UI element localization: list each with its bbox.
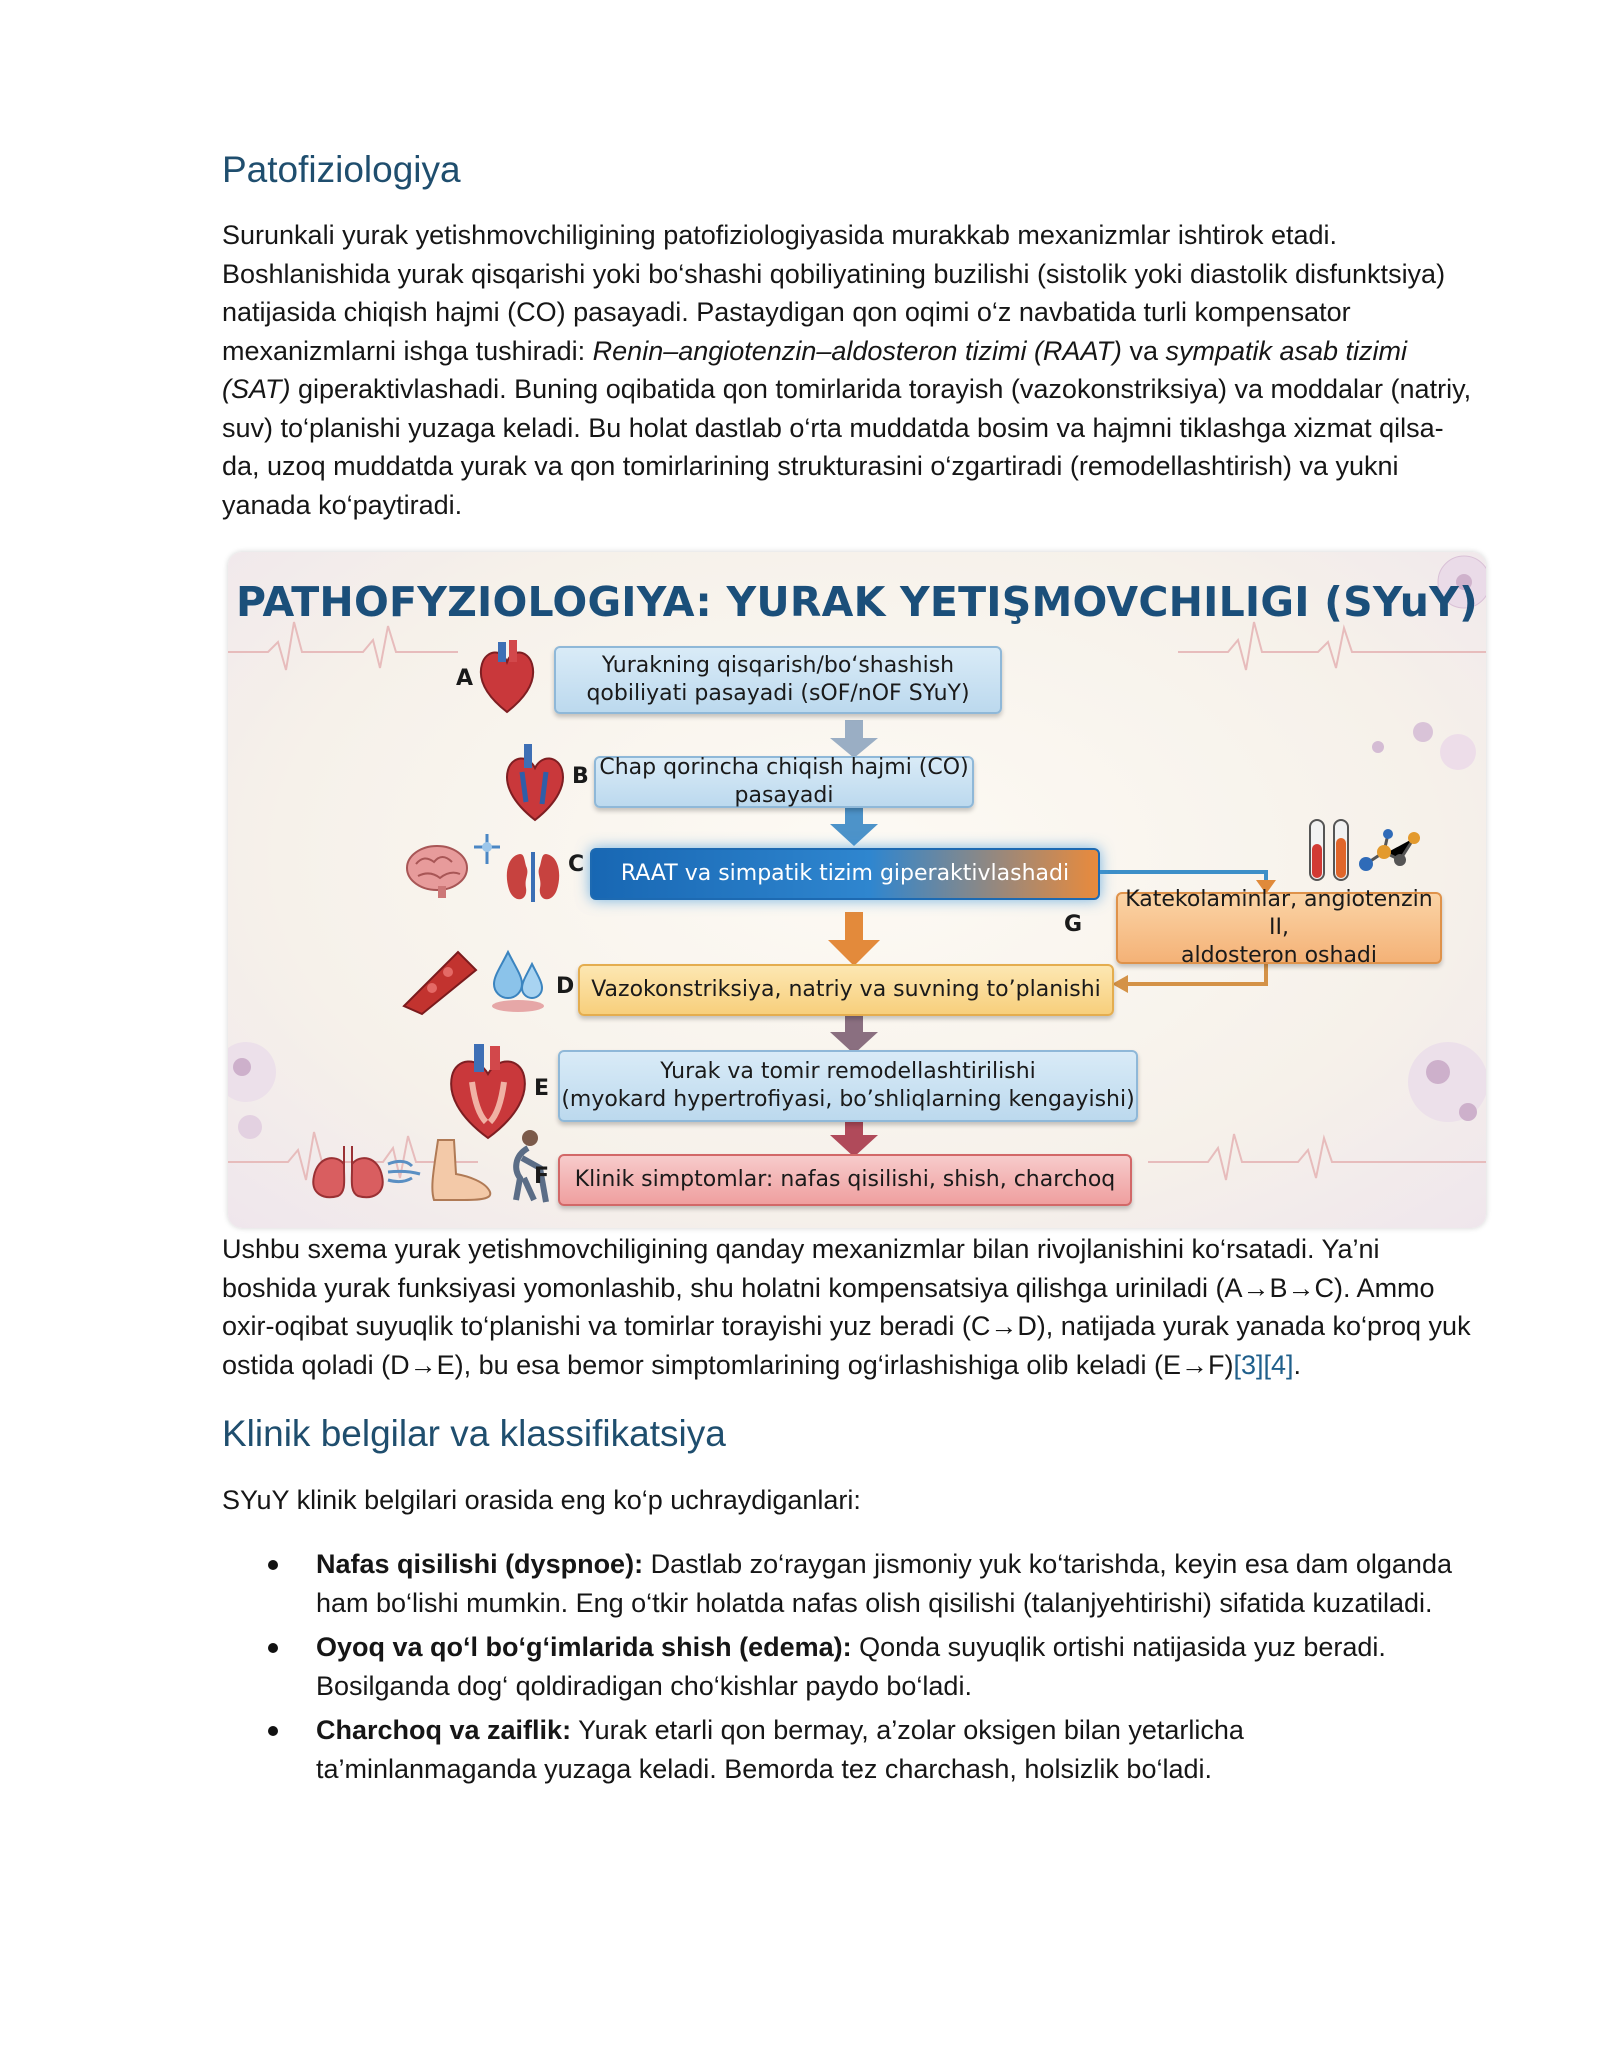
section-heading-klinik-belgilar: Klinik belgilar va klassifikatsiya bbox=[222, 1413, 726, 1455]
step-letter-b: B bbox=[572, 764, 589, 790]
blood-vessel-icon bbox=[396, 944, 484, 1016]
step-box-a bbox=[554, 646, 1002, 714]
step-d-text: Vazokonstriksiya, natriy va suvning to’planishi bbox=[591, 977, 1101, 1003]
para2-end: . bbox=[1293, 1349, 1302, 1380]
list-item-text: Dastlab zo‘raygan jismoniy yuk ko‘tarishda, keyin esa dam olganda ham bo‘lishi mumkin. Eng o‘tkir holatda nafas olish qisilishi (talanjyehtirishi) sifatida kuzatiladi. bbox=[316, 1549, 1452, 1618]
cell-decoration bbox=[233, 1058, 251, 1076]
cell-decoration bbox=[1459, 1103, 1477, 1121]
enlarged-heart-icon bbox=[446, 1042, 530, 1142]
heart-icon bbox=[476, 638, 538, 718]
list-item-title: Oyoq va qo‘l bo‘g‘imlarida shish (edema): bbox=[316, 1632, 852, 1663]
diagram-title: PATHOFYZIOLOGIYA: YURAK YETIŞMOVCHILIGI (SYuY) bbox=[236, 578, 1478, 627]
para2-text: Ushbu sxema yurak yetishmovchiligining qanday mexanizmlar bilan rivojlanishini ko‘rsatadi. Ya’ni boshida yurak funksiyasi yomonlashib, shu holatni kompensatsiya qilishga uriniladi (A→B→C). Ammo oxir-oqibat suyuqlik to‘planishi va tomirlar torayishi yuz beradi (C→D), natijada yurak yanada ko‘proq yuk ostida qoladi (D→E), bu esa bemor simptomlarining og‘irlashishiga olib keladi (E→F) bbox=[222, 1234, 1471, 1380]
step-box-e bbox=[558, 1050, 1138, 1122]
step-c-text: RAAT va simpatik tizim giperaktivlashadi bbox=[620, 861, 1070, 887]
cell-decoration bbox=[238, 1115, 262, 1139]
bullet-icon bbox=[268, 1560, 278, 1570]
molecule-icon bbox=[1356, 824, 1422, 880]
water-drops-icon bbox=[488, 948, 550, 1014]
kidney-icon bbox=[502, 848, 564, 906]
step-letter-f: F bbox=[534, 1164, 550, 1190]
para1-text-c: giperaktivlashadi. Buning oqibatida qon tomirlarida torayish (vazokonstriksiya) va moddalar (natriy, suv) to‘planishi yuzaga keladi. Bu holat dastlab o‘rta muddatda bosim va hajmni tiklashga xizmat qilsa-da, uzoq muddatda yurak va qon tomirlarining strukturasini o‘zgartiradi (remodellashtirish) va yukni yanada ko‘paytiradi. bbox=[222, 374, 1472, 520]
step-g-text-line2: aldosteron oshadi bbox=[1180, 943, 1378, 969]
cell-decoration bbox=[1413, 722, 1433, 742]
ecg-line-left bbox=[228, 622, 458, 670]
list-item bbox=[222, 1628, 1472, 1705]
para1-text-b: va bbox=[1121, 335, 1166, 366]
ecg-line-right bbox=[1178, 622, 1486, 670]
step-g-text-line1: Katekolaminlar, angiotenzin II, bbox=[1125, 887, 1433, 941]
reference-link-4[interactable]: [4] bbox=[1263, 1349, 1294, 1380]
brain-icon bbox=[404, 842, 470, 898]
list-item-title: Charchoq va zaiflik: bbox=[316, 1715, 572, 1746]
list-item-text: Qonda suyuqlik ortishi natijasida yuz beradi. Bosilganda dog‘ qoldiradigan cho‘kishlar paydo bo‘ladi. bbox=[316, 1632, 1386, 1701]
para1-italic-raat: Renin–angiotenzin–aldosteron tizimi (RAAT) bbox=[592, 335, 1122, 366]
para1-italic-sat: sympatik asab tizimi (SAT) bbox=[222, 335, 1408, 405]
connector-c-to-g bbox=[1096, 872, 1266, 882]
step-a-text: Yurakning qisqarish/bo‘shashish qobiliyati pasayadi (sOF/nOF SYuY) bbox=[586, 653, 970, 707]
list-item bbox=[222, 1545, 1472, 1622]
diagram-explanation-paragraph bbox=[222, 1230, 1472, 1384]
bullet-icon bbox=[268, 1643, 278, 1653]
step-letter-g: G bbox=[1064, 912, 1083, 938]
step-e-text-line2: (myokard hypertrofiyasi, bo’shliqlarning kengayishi) bbox=[561, 1087, 1135, 1113]
clinical-signs-intro: SYuY klinik belgilari orasida eng ko‘p uchraydiganlari: bbox=[222, 1484, 861, 1515]
list-item-text: Yurak etarli qon bermay, a’zolar oksigen bilan yetarlicha ta’minlanmaganda yuzaga keladi. Bemorda tez charchash, holsizlik bo‘ladi. bbox=[316, 1715, 1244, 1784]
breath-icon bbox=[386, 1156, 422, 1186]
nerve-signal-icon bbox=[472, 832, 502, 866]
clinical-signs-list bbox=[222, 1545, 1472, 1788]
reference-link-3[interactable]: [3] bbox=[1233, 1349, 1264, 1380]
list-item-title: Nafas qisilishi (dyspnoe): bbox=[316, 1549, 644, 1580]
step-box-b bbox=[594, 756, 974, 808]
cell-decoration bbox=[1426, 1060, 1450, 1084]
step-letter-c: C bbox=[568, 852, 585, 878]
step-letter-a: A bbox=[456, 666, 474, 692]
step-box-c bbox=[590, 848, 1100, 900]
cell-decoration bbox=[1440, 734, 1476, 770]
document-page bbox=[222, 148, 1478, 1794]
ecg-line-bottom-right bbox=[1148, 1134, 1486, 1180]
swollen-foot-icon bbox=[424, 1138, 494, 1202]
heart-cross-section-icon bbox=[502, 742, 568, 824]
list-item bbox=[222, 1711, 1472, 1788]
step-box-d bbox=[578, 964, 1114, 1016]
step-e-text-line1: Yurak va tomir remodellashtirilishi bbox=[660, 1059, 1036, 1085]
step-letter-e: E bbox=[534, 1076, 550, 1102]
para1-text-a: Surunkali yurak yetishmovchiligining patofiziologiyasida murakkab mexanizmlar ishtirok etadi. Boshlanishida yurak qisqarishi yoki bo‘shashi qobiliyatining buzilishi (sistolik yoki diastolik disfunktsiya) natijasida chiqish hajmi (CO) pasayadi. Pastaydigan qon oqimi o‘z navbatida turli kompensator mexanizmlarni ishga tushiradi: bbox=[222, 220, 1446, 366]
pathophysiology-diagram bbox=[228, 552, 1486, 1228]
section-heading-patofiziologiya: Patofiziologiya bbox=[222, 149, 461, 190]
step-letter-d: D bbox=[556, 974, 575, 1000]
step-f-text: Klinik simptomlar: nafas qisilishi, shish, charchoq bbox=[574, 1167, 1116, 1193]
cell-decoration bbox=[1372, 741, 1384, 753]
step-box-f bbox=[558, 1154, 1132, 1206]
intro-paragraph bbox=[222, 216, 1472, 524]
connector-g-to-d-arrowhead bbox=[1112, 975, 1128, 993]
step-b-text: Chap qorincha chiqish hajmi (CO) pasayadi bbox=[599, 755, 969, 809]
step-box-g bbox=[1116, 887, 1442, 969]
bullet-icon bbox=[268, 1726, 278, 1736]
lungs-icon bbox=[308, 1140, 388, 1202]
test-tubes-icon bbox=[1306, 816, 1356, 886]
